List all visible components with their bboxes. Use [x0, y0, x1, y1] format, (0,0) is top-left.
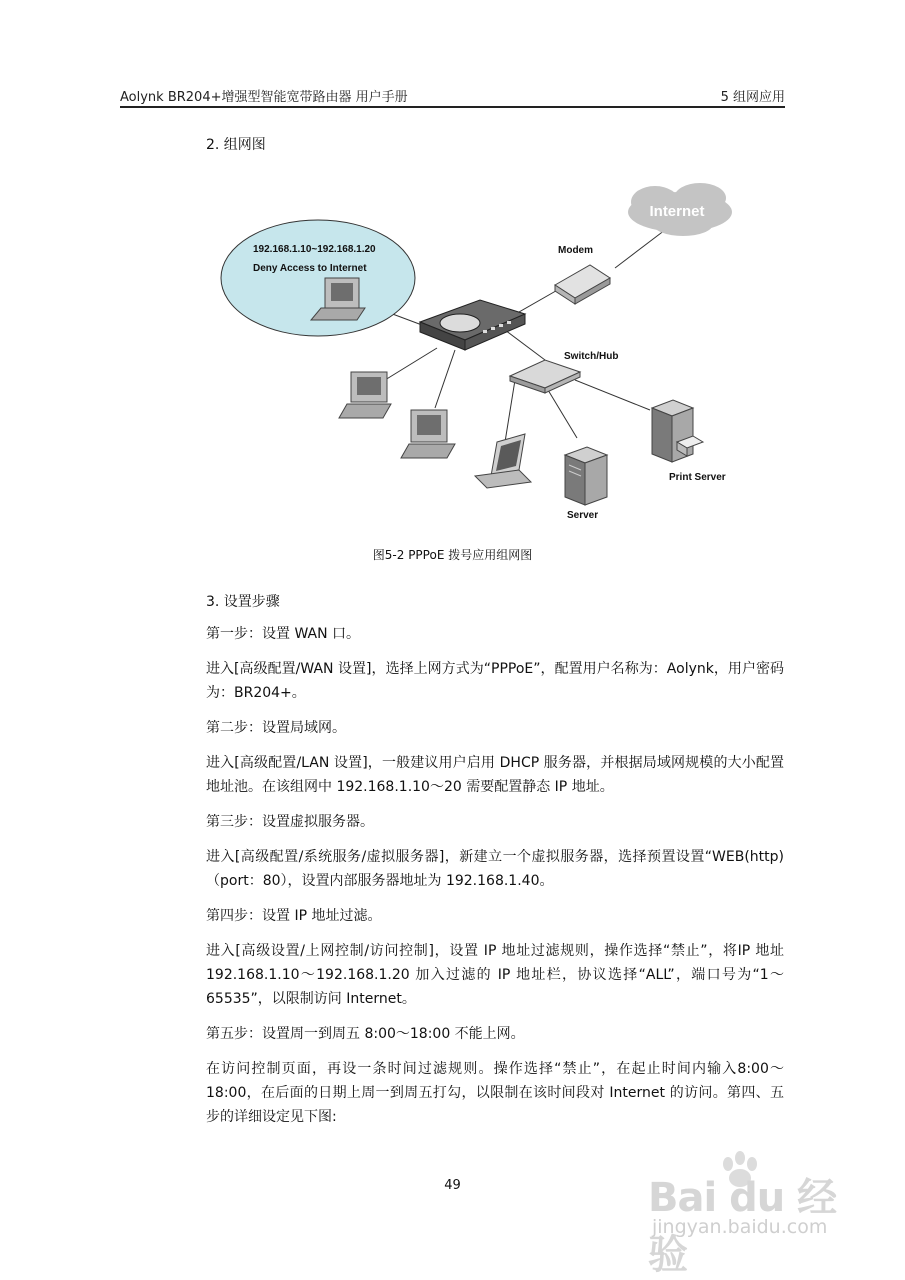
- step2-text: 进入[高级配置/LAN 设置]，一般建议用户启用 DHCP 服务器，并根据局域网规模的大小配置地址池。在该组网中 192.168.1.10～20 需要配置静态 IP 地址。: [206, 755, 784, 795]
- zone-deny-note: Deny Access to Internet: [253, 263, 367, 274]
- step1-title: 第一步：设置 WAN 口。: [206, 626, 361, 642]
- print-server-label: Print Server: [669, 472, 726, 483]
- step1-text: 进入[高级配置/WAN 设置]，选择上网方式为“PPPoE”，配置用户名称为：Aolynk，用户密码为：BR204+。: [206, 661, 784, 701]
- page-number: 49: [444, 1178, 461, 1193]
- pc-icon: [401, 410, 455, 458]
- header-title: Aolynk BR204+增强型智能宽带路由器 用户手册: [120, 90, 408, 105]
- header-rule: [120, 106, 785, 108]
- modem-icon: [555, 265, 610, 304]
- pc-icon: [339, 372, 391, 418]
- switch-label: Switch/Hub: [564, 351, 619, 362]
- step4-title: 第四步：设置 IP 地址过滤。: [206, 908, 382, 924]
- step5-text: 在访问控制页面，再设一条时间过滤规则。操作选择“禁止”，在起止时间内输入8:00～18:00，在后面的日期上周一到周五打勾，以限制在该时间段对 Internet 的访问。第四、五步的详细设定见下图:: [206, 1061, 784, 1125]
- baidu-watermark: [640, 1150, 860, 1278]
- step5-title: 第五步：设置周一到周五 8:00～18:00 不能上网。: [206, 1026, 525, 1042]
- figure-caption: 图5-2 PPPoE 拨号应用组网图: [372, 548, 533, 562]
- laptop-icon: [475, 434, 531, 488]
- section-heading-network: 2. 组网图: [206, 137, 266, 153]
- zone-ip-range: 192.168.1.10~192.168.1.20: [253, 244, 376, 255]
- page-header: [120, 86, 785, 106]
- setup-steps-body: [206, 622, 784, 1140]
- server-icon: [565, 447, 607, 505]
- modem-label: Modem: [558, 245, 593, 256]
- watermark-brand: Bai du 经验: [648, 1175, 837, 1278]
- step3-text: 进入[高级配置/系统服务/虚拟服务器]，新建立一个虚拟服务器，选择预置设置“WEB(http)（port：80），设置内部服务器地址为 192.168.1.40。: [206, 849, 784, 889]
- step3-title: 第三步：设置虚拟服务器。: [206, 814, 374, 830]
- section-heading-steps: 3. 设置步骤: [206, 594, 280, 610]
- internet-label: Internet: [649, 203, 705, 220]
- switch-icon: [510, 360, 580, 393]
- watermark-url: jingyan.baidu.com: [652, 1216, 828, 1238]
- step4-text: 进入[高级设置/上网控制/访问控制]，设置 IP 地址过滤规则，操作选择“禁止”，将IP 地址 192.168.1.10～192.168.1.20 加入过滤的 IP 地址栏，协议选择“ALL”，端口号为“1～65535”，以限制访问 Internet。: [206, 943, 784, 1007]
- print-server-icon: [652, 400, 703, 462]
- network-diagram: [215, 180, 775, 530]
- step2-title: 第二步：设置局域网。: [206, 720, 346, 736]
- server-label: Server: [567, 510, 599, 521]
- router-icon: [420, 300, 525, 350]
- header-chapter: 5 组网应用: [720, 90, 785, 105]
